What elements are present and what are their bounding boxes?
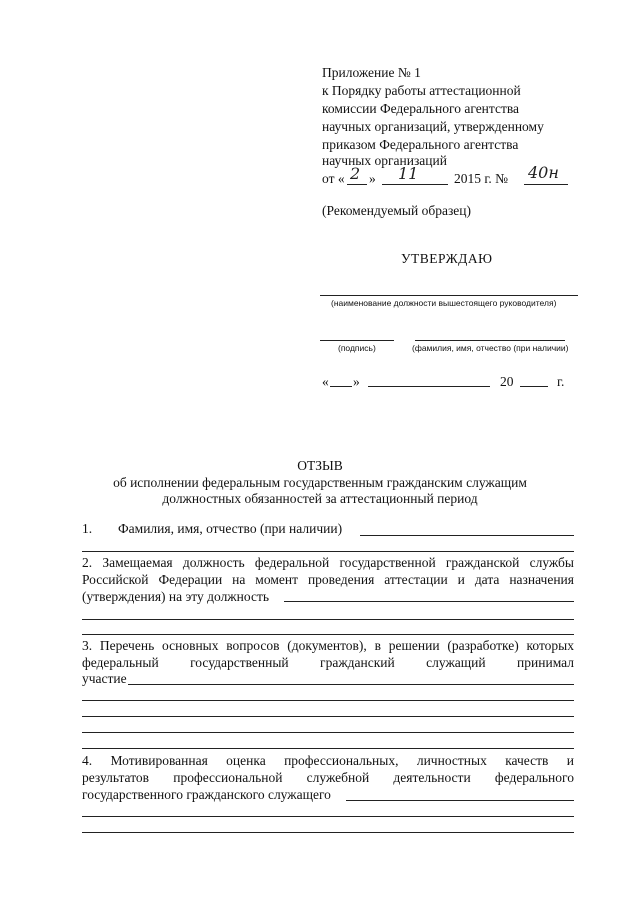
appendix-line: научных организаций [322, 153, 447, 168]
item-3-line-1: 3. Перечень основных вопросов (документов), в решении (разработке) которых [82, 638, 574, 653]
name-caption: (фамилия, имя, отчество (при наличии) [412, 343, 569, 353]
approval-day-line [330, 386, 352, 387]
item-3-extra-line [82, 748, 574, 749]
item-1-number: 1. [82, 521, 93, 536]
item-4-extra-line [82, 832, 574, 833]
item-2-line-2: Российской Федерации на момент проведения аттестации и дата назначения [82, 572, 574, 587]
name-line [415, 340, 565, 341]
handwritten-month: 11 [398, 164, 419, 183]
sample-note: (Рекомендуемый образец) [322, 203, 471, 218]
review-title: ОТЗЫВ [297, 458, 343, 473]
order-number-line [524, 184, 568, 185]
handwritten-day: 2 [350, 164, 361, 183]
item-2-extra-line [82, 634, 574, 635]
appendix-line: комиссии Федерального агентства [322, 101, 520, 116]
item-4-line-3: государственного гражданского служащего [82, 787, 331, 802]
approval-date-open: « [322, 374, 329, 389]
item-2-fill-line [284, 601, 574, 602]
approval-year-suffix: г. [557, 374, 565, 389]
item-1-label: Фамилия, имя, отчество (при наличии) [118, 521, 343, 536]
item-3-fill-line [128, 684, 574, 685]
signature-line [320, 340, 394, 341]
appendix-title: Приложение № 1 [322, 65, 421, 80]
approval-year-line [520, 386, 548, 387]
appendix-date-year: 2015 г. № [454, 171, 509, 186]
item-1-extra-line [82, 551, 574, 552]
item-3-extra-line [82, 700, 574, 701]
position-line [320, 295, 578, 296]
position-caption: (наименование должности вышестоящего руководителя) [331, 298, 557, 308]
approval-year-prefix: 20 [500, 374, 514, 389]
item-4-fill-line [346, 800, 574, 801]
signature-caption: (подпись) [338, 343, 376, 353]
item-3-line-3: участие [82, 671, 127, 686]
approval-date-close: » [353, 374, 360, 389]
appendix-line: научных организаций, утвержденному [322, 119, 544, 134]
date-month-line [382, 184, 448, 185]
appendix-line: к Порядку работы аттестационной [322, 83, 521, 98]
handwritten-order-number: 40н [528, 163, 559, 182]
appendix-line: приказом Федерального агентства [322, 137, 519, 152]
item-2-extra-line [82, 619, 574, 620]
approval-title: УТВЕРЖДАЮ [401, 251, 493, 266]
item-3-extra-line [82, 716, 574, 717]
appendix-date-mid: » [369, 171, 376, 186]
date-day-line [347, 184, 367, 185]
item-1-fill-line [360, 535, 574, 536]
item-2-line-1: 2. Замещаемая должность федеральной государственной гражданской службы [82, 555, 574, 570]
item-4-extra-line [82, 816, 574, 817]
item-3-line-2: федеральный государственный гражданский служащий принимал [82, 655, 574, 670]
review-subtitle-2: должностных обязанностей за аттестационный период [162, 491, 478, 506]
item-3-extra-line [82, 732, 574, 733]
appendix-date-prefix: от « [322, 171, 345, 186]
approval-month-line [368, 386, 490, 387]
review-subtitle-1: об исполнении федеральным государственным гражданским служащим [113, 475, 527, 490]
item-4-line-1: 4. Мотивированная оценка профессиональных, личностных качеств и [82, 753, 574, 768]
item-4-line-2: результатов профессиональной служебной деятельности федерального [82, 770, 574, 785]
item-2-line-3: (утверждения) на эту должность [82, 589, 269, 604]
